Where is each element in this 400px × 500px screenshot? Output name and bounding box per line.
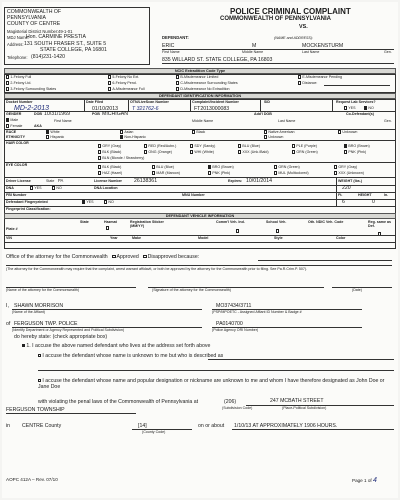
last-name-col-label: Last Name — [278, 119, 296, 123]
fingerprinted-label: Defendant Fingerprinted — [6, 200, 48, 204]
hair-gry-checkbox[interactable] — [98, 144, 101, 147]
docket-label: Docket Number — [6, 100, 33, 104]
school-veh-check — [276, 229, 280, 233]
ncic-misd-no-ext-checkbox[interactable] — [176, 87, 179, 90]
plate-label: Plate # — [6, 227, 18, 231]
fp-class-label: Fingerprint Classification: — [6, 207, 51, 211]
aka-label: AKA — [34, 124, 42, 128]
defendant-address: 835 WILLARD ST. STATE COLLEGE, PA 16803 — [162, 57, 273, 63]
reg-sticker-label: Registration Sticker (MM/YY) — [130, 220, 164, 228]
male-checkbox[interactable] — [6, 118, 9, 121]
fp-yes-checkbox[interactable] — [82, 200, 85, 203]
approval-line: Office of the attorney for the Commonwealth Approved Disapproved because: — [6, 254, 200, 260]
ncic-felony-pend: 6-Felony Pend. — [108, 81, 137, 85]
middle-name-caption: Middle Name — [242, 50, 264, 54]
attorney-name-caption: (Name of the attorney for the Commonwealth) — [6, 288, 80, 292]
place-caption: (Place-Political Subdivision) — [282, 406, 327, 410]
dna-yes: YES — [30, 186, 42, 190]
ncic-felony-pend-checkbox[interactable] — [108, 81, 111, 84]
model-label: Model — [198, 236, 209, 240]
ncic-felony-surrounding: 3-Felony Surrounding States — [6, 87, 56, 91]
defendant-middle: M — [252, 43, 257, 49]
date-filed-value: 01/10/2013 — [92, 106, 118, 112]
eye-grn-checkbox[interactable] — [274, 165, 277, 168]
ncic-misd-pending: E-Misdemeanor Pending — [298, 75, 342, 79]
gender-label: GENDER — [6, 112, 22, 116]
eth-unknown: Unknown — [264, 135, 283, 139]
affiant-i: I, — [6, 303, 9, 309]
race-label: RACE — [6, 130, 17, 134]
defendant-last-name: MOCKENSTURM — [302, 43, 344, 49]
race-native-checkbox[interactable] — [264, 130, 267, 133]
telephone: (814)231-1420 — [31, 54, 66, 60]
eye-blu: BLU (Blue) — [152, 165, 174, 169]
district-number: 49-1-01 — [58, 29, 73, 34]
hair-ong-checkbox[interactable] — [144, 150, 147, 153]
eye-gry: GRY (Gray) — [334, 165, 357, 169]
ethnicity-label: ETHNICITY — [6, 135, 25, 139]
eye-pnk-checkbox[interactable] — [208, 171, 211, 174]
complaint-number-value: FT2013000083 — [194, 106, 230, 112]
driver-license-label: Driver License — [6, 179, 31, 183]
hair-pnk-checkbox[interactable] — [344, 150, 347, 153]
race-asian-checkbox[interactable] — [120, 130, 123, 133]
affiant-ori: PA0140700 — [216, 321, 243, 327]
lab-yes-checkbox[interactable] — [344, 106, 347, 109]
race-unknown: Unknown — [338, 130, 357, 134]
hair-sdy-checkbox[interactable] — [190, 144, 193, 147]
hair-ple-checkbox[interactable] — [292, 144, 295, 147]
affiant-id-caption: (PSP/MPOETC - Assigned Affiant ID Number & Badge # — [212, 310, 302, 314]
pob-label: POB — [92, 112, 100, 116]
comm-veh-checkbox[interactable] — [236, 229, 239, 232]
hair-bln: BLN (Blonde / Strawberry) — [98, 156, 144, 160]
dob-value: 10/31/1969 — [44, 111, 70, 117]
subdivision-code-caption: (Subdivision Code) — [222, 406, 253, 410]
gender-female: Female — [6, 124, 22, 128]
sid-label: SID — [264, 100, 270, 104]
eth-hispanic-checkbox[interactable] — [46, 135, 49, 138]
height-ft-value: 6 — [342, 199, 345, 205]
lab-yes: YES — [344, 106, 356, 110]
hair-red-checkbox[interactable] — [144, 144, 147, 147]
address-label: Address: — [7, 42, 24, 47]
accuse-2-checkbox[interactable] — [38, 354, 41, 357]
affiant-ori-caption: (Police Agency ORI Number) — [212, 328, 259, 332]
last-name-caption: Last Name — [302, 50, 320, 54]
lab-no-checkbox[interactable] — [364, 106, 367, 109]
accuse-option-2: I accuse the defendant whose name is unknown to me but who is described as — [38, 353, 223, 359]
defendant-first-name: ERIC — [162, 43, 175, 49]
ncic-misd-surrounding-checkbox[interactable] — [176, 81, 179, 84]
affiant-dept: FERGUSON TWP. POLICE — [14, 321, 78, 327]
race-white: White — [46, 130, 60, 134]
hair-bro-checkbox[interactable] — [344, 144, 347, 147]
accuse-option-1: 1. I accuse the above named defendant who lives at the address set forth above — [14, 343, 210, 349]
race-unknown-checkbox[interactable] — [338, 130, 341, 133]
dna-label: DNA — [6, 186, 14, 190]
eye-blu-checkbox[interactable] — [152, 165, 155, 168]
ncic-misd-limited-checkbox[interactable] — [176, 75, 179, 78]
dl-state-value: PA — [58, 178, 64, 183]
color-label: Color — [336, 236, 346, 240]
ncic-felony-ltd-checkbox[interactable] — [6, 81, 9, 84]
eye-gry-checkbox[interactable] — [334, 165, 337, 168]
race-white-checkbox[interactable] — [46, 130, 49, 133]
affiant-of: of — [6, 321, 11, 327]
ncic-title-bar: NCIC Extradition Code Type — [4, 68, 396, 74]
eth-unknown-checkbox[interactable] — [264, 135, 267, 138]
first-name-caption: First Name — [162, 50, 180, 54]
docket-value: MD-2-2013 — [14, 105, 50, 112]
approval-note: (The attorney for the Commonwealth may require that the complaint, arrest warrant affidavit, or both be approved by the attorney for the Commonwealth prior to filing. See Pa.R.Crim.P. 507). — [6, 267, 308, 271]
complaint-number-label: Complaint/Incident Number — [192, 100, 239, 104]
date-time-value: 1/10/13 AT APPROXIMATELY 1906 HOURS. — [234, 423, 338, 429]
in-label: in — [6, 423, 11, 429]
violated-text: with violating the penal laws of the Commonwealth of Pennsylvania at — [38, 399, 199, 405]
hair-xxx: XXX (Unk./Bald) — [238, 150, 269, 154]
eye-haz-checkbox[interactable] — [98, 171, 101, 174]
ncic-distance-checkbox[interactable] — [298, 81, 301, 84]
eye-blk-checkbox[interactable] — [98, 165, 101, 168]
complaint-page — [2, 2, 398, 498]
lab-no: NO — [364, 106, 374, 110]
hair-blu-checkbox[interactable] — [238, 144, 241, 147]
veh-state-label: State — [80, 220, 89, 224]
complaint-subtitle: COMMONWEALTH OF PENNSYLVANIA — [220, 16, 331, 22]
county-code: [14] — [138, 423, 147, 429]
hair-whi-checkbox[interactable] — [190, 150, 193, 153]
hair-xxx-checkbox[interactable] — [238, 150, 241, 153]
weight-label: WEIGHT (lbs.) — [338, 179, 362, 183]
height-in-label: In. — [384, 193, 389, 197]
comm-veh-check — [236, 229, 240, 233]
address-line-2: STATE COLLEGE, PA 16801 — [40, 47, 107, 53]
page-number: Page 1 of 4 — [352, 477, 377, 484]
hair-pnk: PNK (Pink) — [344, 150, 366, 154]
subdivision-code: (206) — [224, 399, 237, 405]
dl-state-label: State — [46, 179, 55, 183]
county-code-caption: (County Code) — [142, 430, 166, 434]
height-label: HEIGHT — [358, 193, 372, 197]
fp-no: NO — [104, 200, 114, 204]
place-value: 247 MCBATH STREET — [270, 398, 324, 404]
dna-location-label: DNA Location — [94, 186, 118, 190]
affiant-id: MO37434/3711 — [216, 303, 252, 309]
disapproved-checkbox[interactable] — [143, 255, 146, 258]
hair-blu: BLU (Blue) — [238, 144, 260, 148]
pob-value: MICHIGAN — [102, 111, 128, 117]
form-number: AOPC 412A – Rev. 07/10 — [6, 477, 58, 482]
mdj-name: Hon. CARMINE PRESTIA — [26, 34, 86, 40]
date-filed-label: Date Filed — [86, 100, 104, 104]
county-label: COUNTY OF CENTRE — [7, 21, 61, 27]
female-checkbox[interactable] — [6, 124, 9, 127]
year-label: Year — [110, 236, 118, 240]
state-label: COMMONWEALTH OF — [7, 9, 62, 15]
license-number-label: License Number — [94, 179, 122, 183]
ncic-felony-no-ext-checkbox[interactable] — [108, 75, 111, 78]
name-address-label: (NAME and ADDRESS): — [274, 36, 314, 40]
approved-checkbox[interactable] — [112, 255, 115, 258]
vehicle-title-bar: DEFENDANT VEHICLE INFORMATION — [4, 213, 396, 219]
co-defendant-label: Co-Defendant(s) — [346, 112, 374, 116]
hair-bro: BRO (Brown) — [344, 144, 370, 148]
hair-ple: PLE (Purple) — [292, 144, 317, 148]
eye-mul: MUL (Multicolored) — [274, 171, 309, 175]
ncic-misd-no-ext: D-Misdemeanor No Extradition — [176, 87, 230, 91]
eth-non-hispanic-checkbox[interactable] — [120, 135, 123, 138]
eth-non-hispanic: Non-Hispanic — [120, 135, 146, 139]
dna-yes-checkbox[interactable] — [30, 186, 33, 189]
eye-mar-checkbox[interactable] — [152, 171, 155, 174]
eth-hispanic: Hispanic — [46, 135, 64, 139]
first-name-col-label: First Name — [54, 119, 72, 123]
affiant-name: SHAWN MORRISON — [14, 303, 64, 309]
vs-label: VS. — [299, 24, 308, 30]
telephone-label: Telephone: — [7, 55, 28, 60]
lab-services-label: Request Lab Services? — [336, 100, 376, 104]
add-dob-label: Add'l DOB — [254, 112, 272, 116]
mnu-number-label: MNU Number — [182, 193, 205, 197]
hair-gry: GRY (Gray) — [98, 144, 121, 148]
mdj-label: MDJ Name: — [7, 35, 30, 40]
ncic-felony-surrounding-checkbox[interactable] — [6, 87, 9, 90]
dob-label: DOB — [34, 112, 42, 116]
otn-value: T 321762-6 — [132, 106, 159, 112]
accuse-3-checkbox[interactable] — [38, 379, 41, 382]
hair-bln-checkbox[interactable] — [98, 156, 101, 159]
vin-label: VIN — [6, 236, 12, 240]
eye-xxx-checkbox[interactable] — [334, 171, 337, 174]
ncic-misd-pending-checkbox[interactable] — [298, 75, 301, 78]
gen-col-label: Gen. — [384, 119, 392, 123]
eye-haz: HAZ (Hazel) — [98, 171, 122, 175]
license-number-value: 26138361 — [134, 178, 158, 184]
eye-pnk: PNK (Pink) — [208, 171, 230, 175]
address-line-1: 131 SOUTH FRASER ST., SUITE 5 — [24, 41, 107, 47]
school-veh-checkbox[interactable] — [276, 229, 279, 232]
style-label: Style — [274, 236, 283, 240]
eye-mar: MAR (Maroon) — [152, 171, 180, 175]
complaint-title: POLICE CRIMINAL COMPLAINT — [230, 7, 351, 16]
middle-name-col-label: Middle Name — [192, 119, 214, 123]
gender-male: Male — [6, 118, 18, 122]
hair-color-label: HAIR COLOR — [6, 141, 29, 145]
race-black-checkbox[interactable] — [192, 130, 195, 133]
ncic-misd-limited: B-Misdemeanor Limited — [176, 75, 218, 79]
height-ft-label: Ft. — [338, 193, 343, 197]
ncic-misd-surrounding: C-Misdemeanor Surrounding States — [176, 81, 238, 85]
eye-grn: GRN (Green) — [274, 165, 300, 169]
hair-sdy: SDY (Sandy) — [190, 144, 215, 148]
fbi-number-label: FBI Number — [6, 193, 27, 197]
oth-ndc-label: Oth. NDIC Veh. Code — [308, 220, 344, 224]
hair-whi: WHI (White) — [190, 150, 214, 154]
state-label-2: PENNSYLVANIA — [7, 15, 47, 21]
hazmat-check — [106, 226, 110, 230]
ncic-felony-ltd: 2-Felony Ltd. — [6, 81, 31, 85]
gen-caption: Gen. — [384, 50, 392, 54]
defendant-label: DEFENDANT: — [162, 35, 189, 40]
height-in-value: 0 — [372, 199, 375, 205]
hair-blk-checkbox[interactable] — [98, 150, 101, 153]
ncic-felony-full: 1-Felony Full — [6, 75, 31, 79]
accuse-option-3: I accuse the defendant whose name and popular designation or nickname are unknown to me and whom I have therefore designated as John Doe or Jane Doe — [38, 378, 385, 390]
eye-bro: BRO (Brown) — [208, 165, 234, 169]
hazmat-label: Hazmat — [104, 220, 117, 224]
eye-bro-checkbox[interactable] — [208, 165, 211, 168]
attorney-date-caption: (Date) — [352, 288, 362, 292]
affiant-name-caption: (Name of the Affiant) — [12, 310, 45, 314]
hazmat-checkbox[interactable] — [106, 226, 109, 229]
ncic-misd-full: A-Misdemeanor Full — [108, 87, 145, 91]
dna-no: NO — [52, 186, 62, 190]
comm-veh-label: Comm'l Veh. Ind. — [216, 220, 245, 224]
accuse-1-checkbox[interactable] — [22, 344, 25, 347]
county-value: CENTRE County — [22, 423, 62, 429]
on-about-label: on or about — [198, 423, 225, 429]
eye-blk: BLK (Black) — [98, 165, 121, 169]
certify-text: do hereby state: (check appropriate box) — [14, 334, 108, 340]
ncic-felony-no-ext: 5-Felony No Ext. — [108, 75, 139, 79]
eye-color-label: EYE COLOR — [6, 163, 28, 167]
hair-grn: GRN (Green) — [292, 150, 318, 154]
weight-value: 220 — [342, 185, 351, 191]
hair-blk: BLK (Black) — [98, 150, 121, 154]
expires-label: Expires: — [228, 179, 243, 183]
otn-label: OTN/LiveScan Number — [130, 100, 169, 104]
township: FERGUSON TOWNSHIP — [6, 407, 65, 413]
dna-no-checkbox[interactable] — [52, 186, 55, 189]
hair-ong: ONG (Orange) — [144, 150, 172, 154]
make-label: Make — [132, 236, 141, 240]
ncic-felony-full-checkbox[interactable] — [6, 75, 9, 78]
hair-grn-checkbox[interactable] — [292, 150, 295, 153]
race-native: Native American — [264, 130, 295, 134]
ident-title-bar: DEFENDANT IDENTIFICATION INFORMATION — [4, 93, 396, 99]
eye-mul-checkbox[interactable] — [274, 171, 277, 174]
school-veh-label: School Veh. — [266, 220, 287, 224]
hair-red: RED (Red/Aubn.) — [144, 144, 176, 148]
fp-yes: YES — [82, 200, 94, 204]
race-asian: Asian — [120, 130, 133, 134]
ncic-misd-full-checkbox[interactable] — [108, 87, 111, 90]
affiant-dept-caption: (Identify Department or Agency Represented and Political Subdivision) — [12, 328, 125, 332]
reg-same-label: Reg. same as Def. — [368, 220, 391, 228]
expires-value: 10/01/2014 — [246, 178, 272, 184]
eye-xxx: XXX (Unknown) — [334, 171, 364, 175]
attorney-sig-caption: (Signature of the attorney for the Commonwealth) — [152, 288, 231, 292]
fp-no-checkbox[interactable] — [104, 200, 107, 203]
race-black: Black — [192, 130, 205, 134]
district-label: Magisterial District Number: — [7, 29, 59, 34]
ncic-distance: Distance: — [298, 81, 317, 85]
